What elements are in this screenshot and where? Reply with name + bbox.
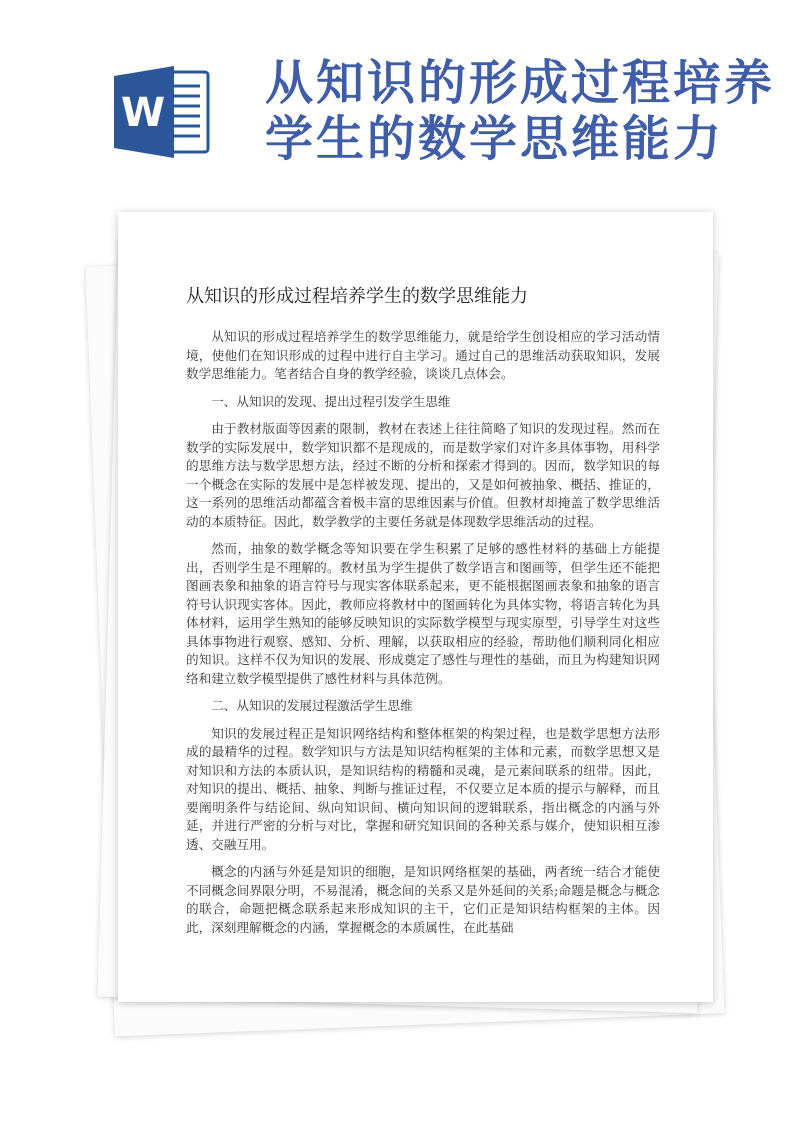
paragraph: 从知识的形成过程培养学生的数学思维能力，就是给学生创设相应的学习活动情境，使他们在知识形成的过程中进行自主学习。通过自己的思维活动获取知识，发展数学思维能力。笔者结合自身的教学经验，谈谈几点体会。 (186, 329, 660, 381)
document-title: 从知识的形成过程培养学生的数学思维能力 (186, 286, 528, 307)
section-heading: 一、从知识的发现、提出过程引发学生思维 (211, 393, 451, 409)
paragraph: 概念的内涵与外延是知识的细胞，是知识网络框架的基础，两者统一结合才能使不同概念间界限分明，不易混淆，概念间的关系又是外延间的关系;命题是概念与概念的联合，命题把概念联系起来形成知识的主干，它们正是知识结构框架的主体。因此，深刻理解概念的内涵，掌握概念的本质属性，在此基础 (186, 864, 660, 935)
section-heading: 二、从知识的发展过程激活学生思维 (211, 698, 413, 713)
paragraph: 由于教材版面等因素的限制，教材在表述上往往简略了知识的发现过程。然而在数学的实际发展中，数学知识都不是现成的，而是数学家们对许多具体事物，用科学的思维方法与数学思想方法，经过不断的分析和探索才得到的。因而，数学知识的每一个概念在实际的发展中是怎样被发现、提出的，又是如何被抽象、概括、推证的，这一系列的思维活动都蕴含着极丰富的思维因素与价值。但教材却掩盖了数学思维活动的本质特征。因此，数学教学的主要任务就是体现数学思维活动的过程。 (186, 421, 660, 529)
banner-title: 从知识的形成过程培养学生的数学思维能力 (265, 55, 776, 167)
paragraph: 然而，抽象的数学概念等知识要在学生积累了足够的感性材料的基础上方能提出，否则学生是不理解的。教材虽为学生提供了数学语言和图画等，但学生还不能把图画表象和抽象的语言符号与现实客体联系起来，更不能根据图画表象和抽象的语言符号认识现实客体。因此，教师应将教材中的图画转化为具体实物，将语言转化为具体材料，运用学生熟知的能够反映知识的实际数学模型与现实原型，引导学生对这些具体事物进行观察、感知、分析、理解，以获取相应的经验，帮助他们顺利同化相应的知识。这样不仅为知识的发展、形成奠定了感性与理性的基础，而且为构建知识网络和建立数学模型提供了感性材料与具体范例。 (186, 541, 660, 686)
svg-text:W: W (120, 90, 166, 136)
document-body (186, 328, 660, 946)
word-document-icon (112, 62, 212, 162)
paragraph: 知识的发展过程正是知识网络结构和整体框架的构架过程，也是数学思想方法形成的最精华的过程。数学知识与方法是知识结构框架的主体和元素，而数学思想又是对知识和方法的本质认识，是知识结构的精髓和灵魂，是元素间联系的纽带。因此，对知识的提出、概括、抽象、判断与推证过程，不仅要立足本质的提示与解释，而且要阐明条件与结论间、纵向知识间、横向知识间的逻辑联系，指出概念的内涵与外延，并进行严密的分析与对比，掌握和研究知识间的各种关系与媒介，使知识相互渗透、交融互用。 (186, 725, 660, 852)
banner (0, 0, 800, 215)
document-page (118, 212, 713, 1002)
